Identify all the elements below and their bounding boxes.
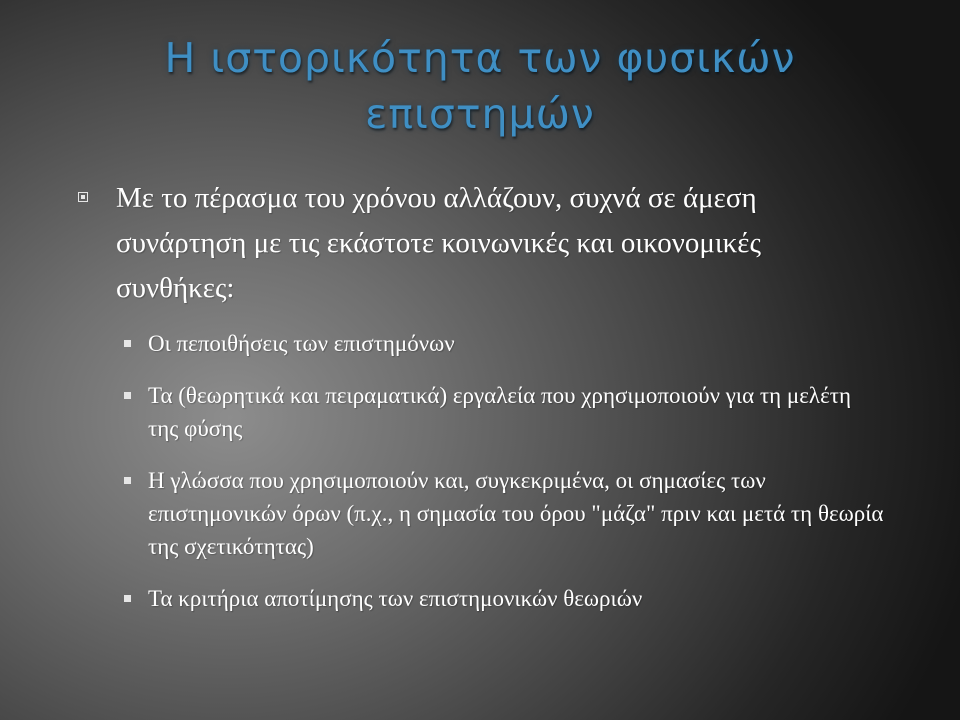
slide-title <box>60 30 900 142</box>
small-square-bullet-icon <box>124 392 131 399</box>
square-bullet-icon <box>78 192 88 202</box>
sub-bullet-item <box>76 582 886 615</box>
title-line-1: Η ιστορικότητα των φυσικών <box>164 34 796 82</box>
small-square-bullet-icon <box>124 595 131 602</box>
main-bullet-item <box>76 176 886 311</box>
sub-bullet-item <box>76 464 886 563</box>
small-square-bullet-icon <box>124 477 131 484</box>
main-bullet-text: Με το πέρασμα του χρόνου αλλάζουν, συχνά σε άμεση συνάρτηση με τις εκάστοτε κοινωνικές και οικονομικές συνθήκες: <box>116 182 761 304</box>
small-square-bullet-icon <box>124 340 131 347</box>
sub-bullet-item <box>76 379 886 445</box>
sub-bullet-text: Οι πεποιθήσεις των επιστημόνων <box>148 331 455 356</box>
sub-bullet-text: Τα (θεωρητικά και πειραματικά) εργαλεία που χρησιμοποιούν για τη μελέτη της φύσης <box>148 383 851 441</box>
slide-content <box>76 176 886 634</box>
sub-bullet-text: Τα κριτήρια αποτίμησης των επιστημονικών θεωριών <box>148 586 643 611</box>
sub-bullet-item <box>76 327 886 360</box>
title-line-2: επιστημών <box>365 90 595 138</box>
sub-bullet-text: Η γλώσσα που χρησιμοποιούν και, συγκεκριμένα, οι σημασίες των επιστημονικών όρων (π.χ., η σημασία του όρου "μάζα" πριν και μετά τη θεωρία της σχετικότητας) <box>148 468 884 559</box>
